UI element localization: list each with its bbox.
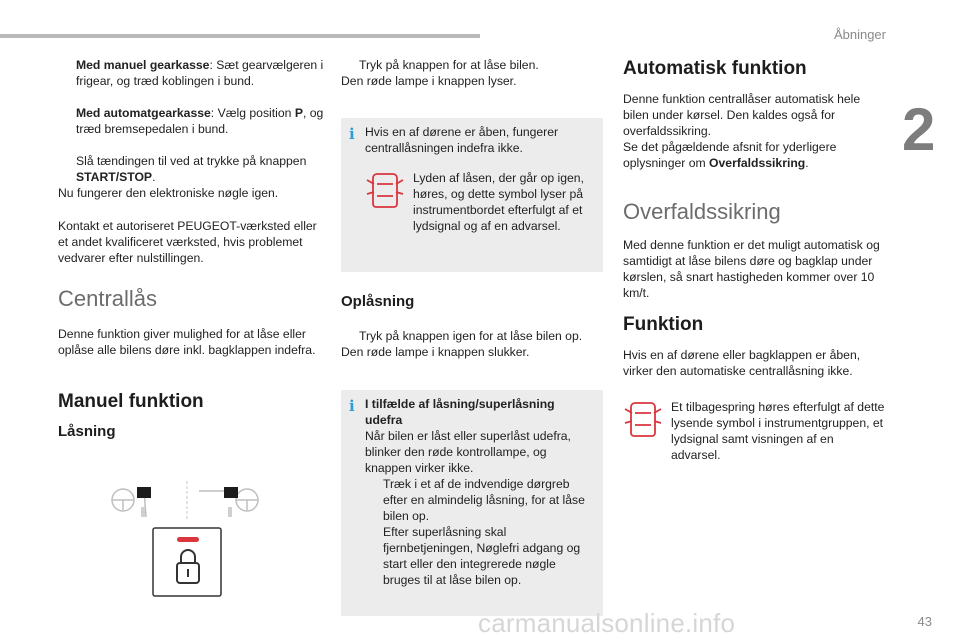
- lock-button-illustration: [97, 481, 277, 601]
- paragraph: Kontakt et autoriseret PEUGEOT-værksted eller et andet kvalificeret værksted, hvis problemet vedvarer efter nulstillingen.: [58, 219, 317, 265]
- list-item-text: Efter superlåsning skal fjernbetjeningen, Nøglefri adgang og start eller den integrerede nøgle bruges til at låse bilen op.: [383, 525, 581, 587]
- list-item-text: [76, 105, 328, 137]
- paragraph: Med denne funktion er det muligt automatisk og samtidigt at låse bilens døre og bagklap under kørslen, så snart hastigheden kommer over 10 km/t.: [623, 238, 880, 300]
- bullet-icon: [341, 328, 359, 344]
- list-item: [58, 105, 328, 137]
- item-text: Slå tændingen til ved at trykke på knappen: [76, 154, 307, 168]
- bullet-icon: [365, 524, 383, 588]
- paragraph: Denne funktion centrallåser automatisk hele bilen under kørsel. Den kaldes også for overfaldssikring.: [623, 92, 861, 138]
- column-right: [623, 57, 888, 463]
- page-number: 43: [917, 614, 932, 629]
- heading-centrallas: Centrallås: [58, 286, 158, 311]
- bullet-icon: [365, 476, 383, 524]
- warning-row: [365, 170, 591, 234]
- list-item-text: Træk i et af de indvendige dørgreb efter en almindelig låsning, for at låse bilen op.: [383, 477, 585, 523]
- paragraph: Hvis en af dørene eller bagklappen er åben, virker den automatiske centrallåsning ikke.: [623, 348, 861, 378]
- heading-overfaldssikring: Overfaldssikring: [623, 199, 781, 224]
- info-icon: i: [349, 125, 355, 143]
- bold-label: Med automatgearkasse: [76, 106, 211, 120]
- paragraph: Denne funktion giver mulighed for at låse eller oplåse alle bilens døre inkl. bagklappen indefra.: [58, 327, 316, 357]
- item-text: .: [805, 156, 809, 170]
- info-box: [341, 390, 603, 616]
- red-lamp-icon: [177, 537, 199, 542]
- bold-label: Overfaldssikring: [709, 156, 806, 170]
- list-item: [341, 328, 603, 344]
- paragraph: Lyden af låsen, der går op igen, høres, og dette symbol lyser på instrumentbordet efterfulgt af et lydsignal og af en advarsel.: [413, 171, 584, 233]
- list-item: [58, 57, 328, 89]
- door-open-warning-icon: [365, 170, 405, 210]
- heading-manuel-funktion: Manuel funktion: [58, 391, 204, 412]
- list-item: [365, 524, 591, 588]
- list-item-text: Tryk på knappen for at låse bilen.: [359, 58, 539, 72]
- bullet-icon: [58, 153, 76, 185]
- list-item: [365, 476, 591, 524]
- heading-oplasning: Oplåsning: [341, 293, 415, 310]
- chapter-number: 2: [902, 96, 936, 163]
- bold-label: P: [294, 106, 303, 120]
- info-icon: i: [349, 397, 355, 415]
- door-open-warning-icon: [623, 399, 663, 439]
- paragraph: Hvis en af dørene er åben, fungerer centrallåsningen indefra ikke.: [365, 125, 559, 155]
- heading-automatisk-funktion: Automatisk funktion: [623, 58, 807, 79]
- paragraph: Et tilbagespring høres efterfulgt af dette lysende symbol i instrumentgruppen, et lydsignal samt visningen af en advarsel.: [671, 400, 885, 462]
- watermark: carmanualsonline.info: [478, 608, 736, 638]
- box-title: [365, 396, 591, 428]
- paragraph: Nu fungerer den elektroniske nøgle igen.: [58, 186, 279, 200]
- column-middle: [341, 57, 603, 616]
- section-title: Åbninger: [833, 27, 886, 42]
- bullet-icon: [58, 105, 76, 137]
- paragraph: Den røde lampe i knappen slukker.: [341, 345, 530, 359]
- bullet-icon: [58, 57, 76, 89]
- screen-left-icon: [137, 487, 151, 498]
- bullet-icon: [341, 57, 359, 73]
- paragraph: Når bilen er låst eller superlåst udefra, blinker den røde kontrollampe, og knappen virker ikke.: [365, 429, 571, 475]
- item-text: : Sæt gearvælgeren i frigear, og træd koblingen i bund.: [76, 58, 324, 88]
- paragraph: [623, 139, 888, 171]
- list-item-text: Tryk på knappen igen for at låse bilen op.: [359, 329, 583, 343]
- bold-label: I tilfælde af låsning/superlåsning udefra: [365, 397, 555, 427]
- paragraph: Den røde lampe i knappen lyser.: [341, 74, 517, 88]
- info-box: [341, 118, 603, 272]
- column-left: [58, 57, 328, 442]
- list-item: [58, 153, 328, 185]
- heading-lasning: Låsning: [58, 423, 116, 440]
- item-text: Se det pågældende afsnit for yderligere oplysninger om: [623, 140, 837, 170]
- list-item-text: [76, 57, 328, 89]
- item-text: , og træd bremsepedalen i bund.: [76, 106, 324, 136]
- screen-right-icon: [224, 487, 238, 498]
- heading-funktion: Funktion: [623, 314, 704, 335]
- list-item: [341, 57, 603, 73]
- item-text: .: [152, 170, 156, 184]
- warning-row: [623, 399, 888, 463]
- header-rule: [0, 34, 480, 38]
- bold-label: START/STOP: [76, 170, 153, 184]
- bold-label: Med manuel gearkasse: [76, 58, 210, 72]
- list-item-text: [76, 153, 328, 185]
- item-text: : Vælg position: [210, 106, 295, 120]
